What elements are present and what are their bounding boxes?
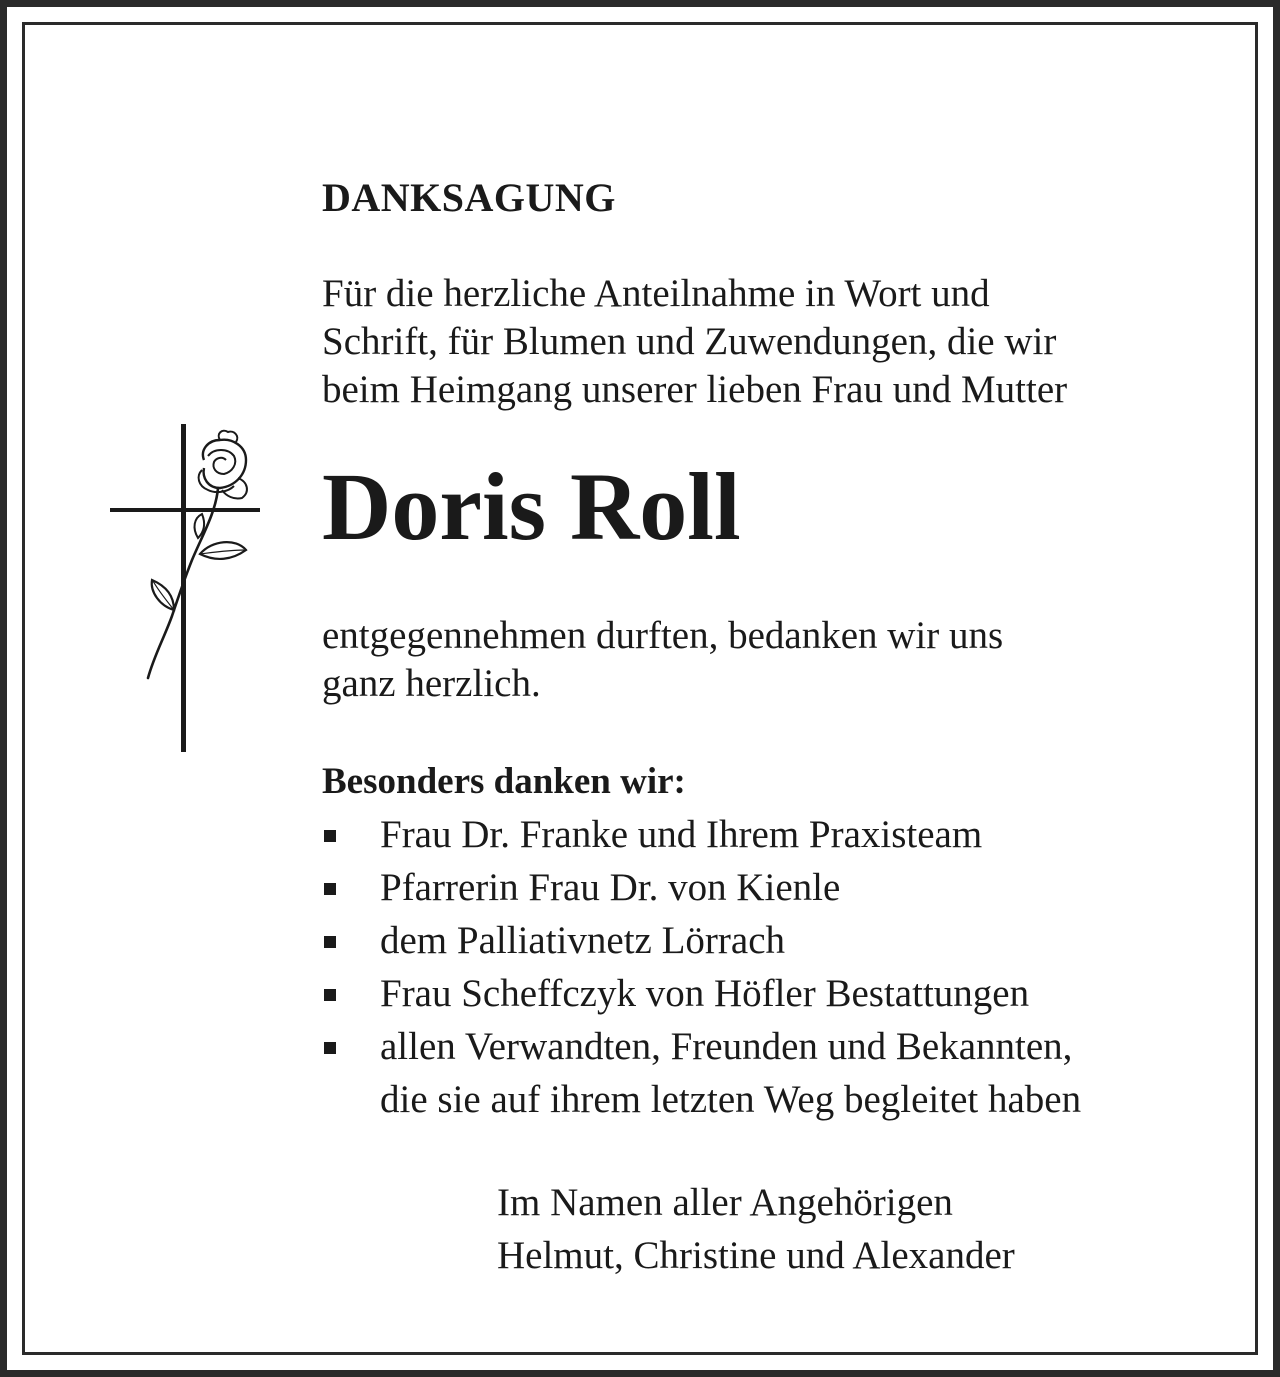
list-item-text: dem Palliativnetz Lörrach <box>380 919 786 962</box>
list-item-text: Frau Dr. Franke und Ihrem Praxisteam <box>380 813 983 856</box>
cross-with-rose-icon <box>104 420 264 756</box>
list-item <box>322 967 1081 1020</box>
bullet-square-icon <box>324 1042 336 1054</box>
notice-heading: DANKSAGUNG <box>322 175 616 220</box>
list-item-text: die sie auf ihrem letzten Weg begleitet haben <box>380 1078 1082 1121</box>
list-item <box>322 861 1081 914</box>
outro-paragraph <box>322 612 1003 708</box>
deceased-name: Doris Roll <box>322 453 741 560</box>
outro-line: entgegennehmen durften, bedanken wir uns <box>322 614 1004 657</box>
thanks-title: Besonders danken wir: <box>322 761 686 802</box>
intro-paragraph <box>322 270 1067 414</box>
bullet-square-icon <box>324 883 336 895</box>
bullet-square-icon <box>324 936 336 948</box>
list-item <box>322 1020 1081 1073</box>
thanks-list <box>322 808 1081 1126</box>
intro-line: beim Heimgang unserer lieben Frau und Mutter <box>322 368 1068 411</box>
closing-line: Helmut, Christine und Alexander <box>497 1234 1015 1277</box>
intro-line: Schrift, für Blumen und Zuwendungen, die wir <box>322 320 1057 363</box>
bullet-square-icon <box>324 830 336 842</box>
intro-line: Für die herzliche Anteilnahme in Wort und <box>322 272 990 315</box>
list-item <box>322 808 1081 861</box>
list-item <box>322 914 1081 967</box>
list-item-continuation <box>322 1073 1081 1126</box>
list-item-text: Pfarrerin Frau Dr. von Kienle <box>380 866 841 909</box>
closing-line: Im Namen aller Angehörigen <box>497 1181 953 1224</box>
bullet-square-icon <box>324 989 336 1001</box>
list-item-text: Frau Scheffczyk von Höfler Bestattungen <box>380 972 1030 1015</box>
closing-signature <box>497 1176 1015 1282</box>
outro-line: ganz herzlich. <box>322 662 541 705</box>
list-item-text: allen Verwandten, Freunden und Bekannten, <box>380 1025 1073 1068</box>
